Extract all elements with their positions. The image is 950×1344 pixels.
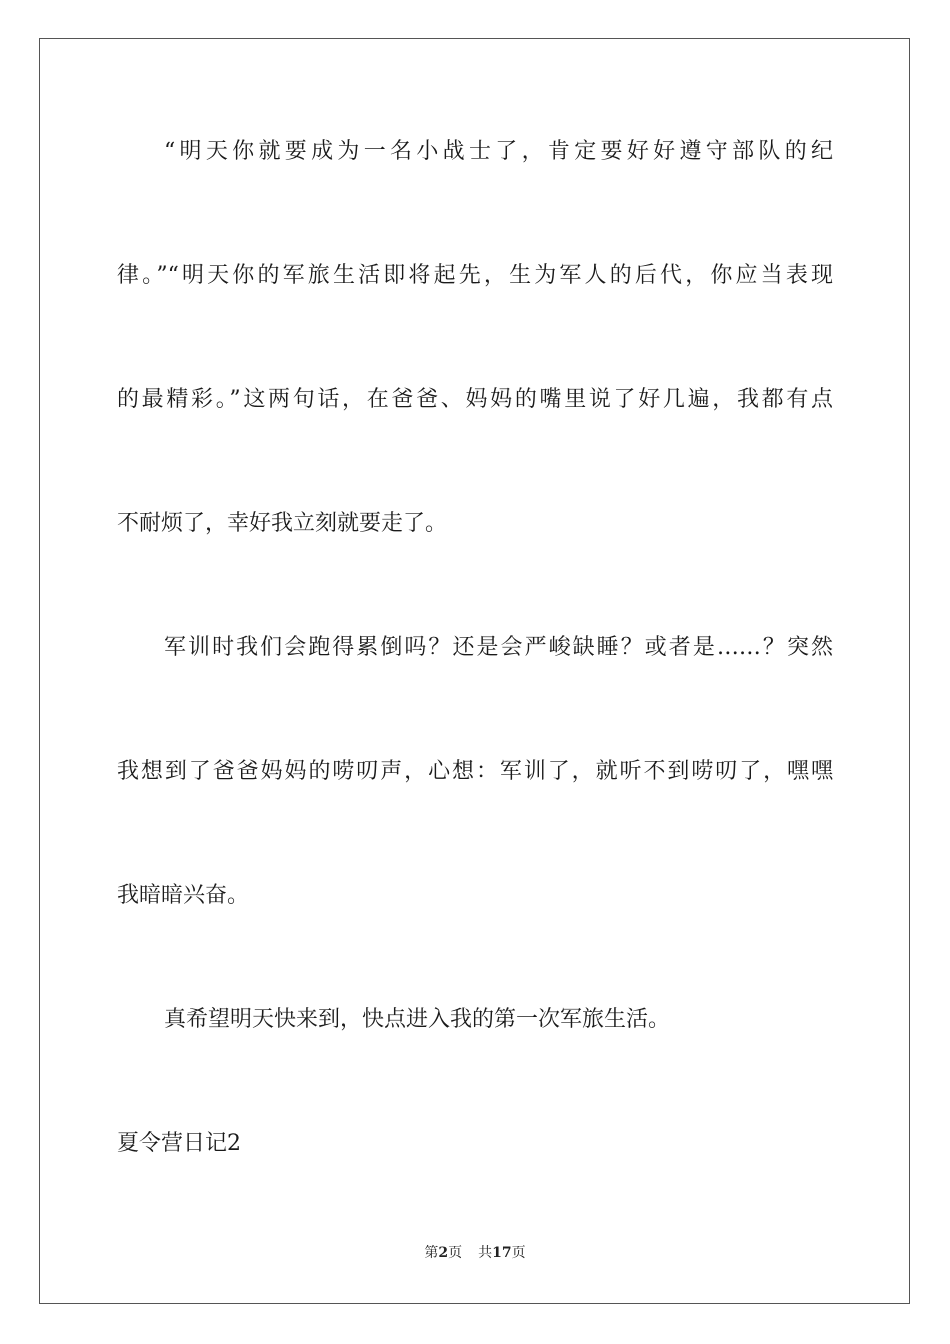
paragraph-1-line-3: 的最精彩。”这两句话，在爸爸、妈妈的嘴里说了好几遍，我都有点 — [117, 387, 833, 412]
page-footer — [0, 1243, 950, 1263]
total-pages: 17 — [492, 1245, 512, 1261]
paragraph-2-line-2: 我想到了爸爸妈妈的唠叨声，心想：军训了，就听不到唠叨了，嘿嘿 — [117, 759, 833, 784]
section-heading: 夏令营日记2 — [117, 1131, 241, 1156]
paragraph-1-line-1: “明天你就要成为一名小战士了，肯定要好好遵守部队的纪 — [164, 139, 833, 164]
page-suffix: 页 — [448, 1245, 463, 1261]
page-border — [39, 38, 910, 1304]
page-prefix: 第 — [424, 1245, 439, 1261]
total-prefix: 共 — [478, 1245, 493, 1261]
paragraph-1-line-4: 不耐烦了，幸好我立刻就要走了。 — [117, 511, 448, 536]
paragraph-2-line-1: 军训时我们会跑得累倒吗？还是会严峻缺睡？或者是……？突然 — [164, 635, 833, 660]
paragraph-2-line-3: 我暗暗兴奋。 — [117, 883, 250, 908]
page-number: 2 — [438, 1245, 449, 1261]
total-suffix: 页 — [511, 1245, 526, 1261]
paragraph-3-line-1: 真希望明天快来到，快点进入我的第一次军旅生活。 — [164, 1007, 671, 1032]
paragraph-1-line-2: 律。”“明天你的军旅生活即将起先，生为军人的后代，你应当表现 — [117, 263, 833, 288]
